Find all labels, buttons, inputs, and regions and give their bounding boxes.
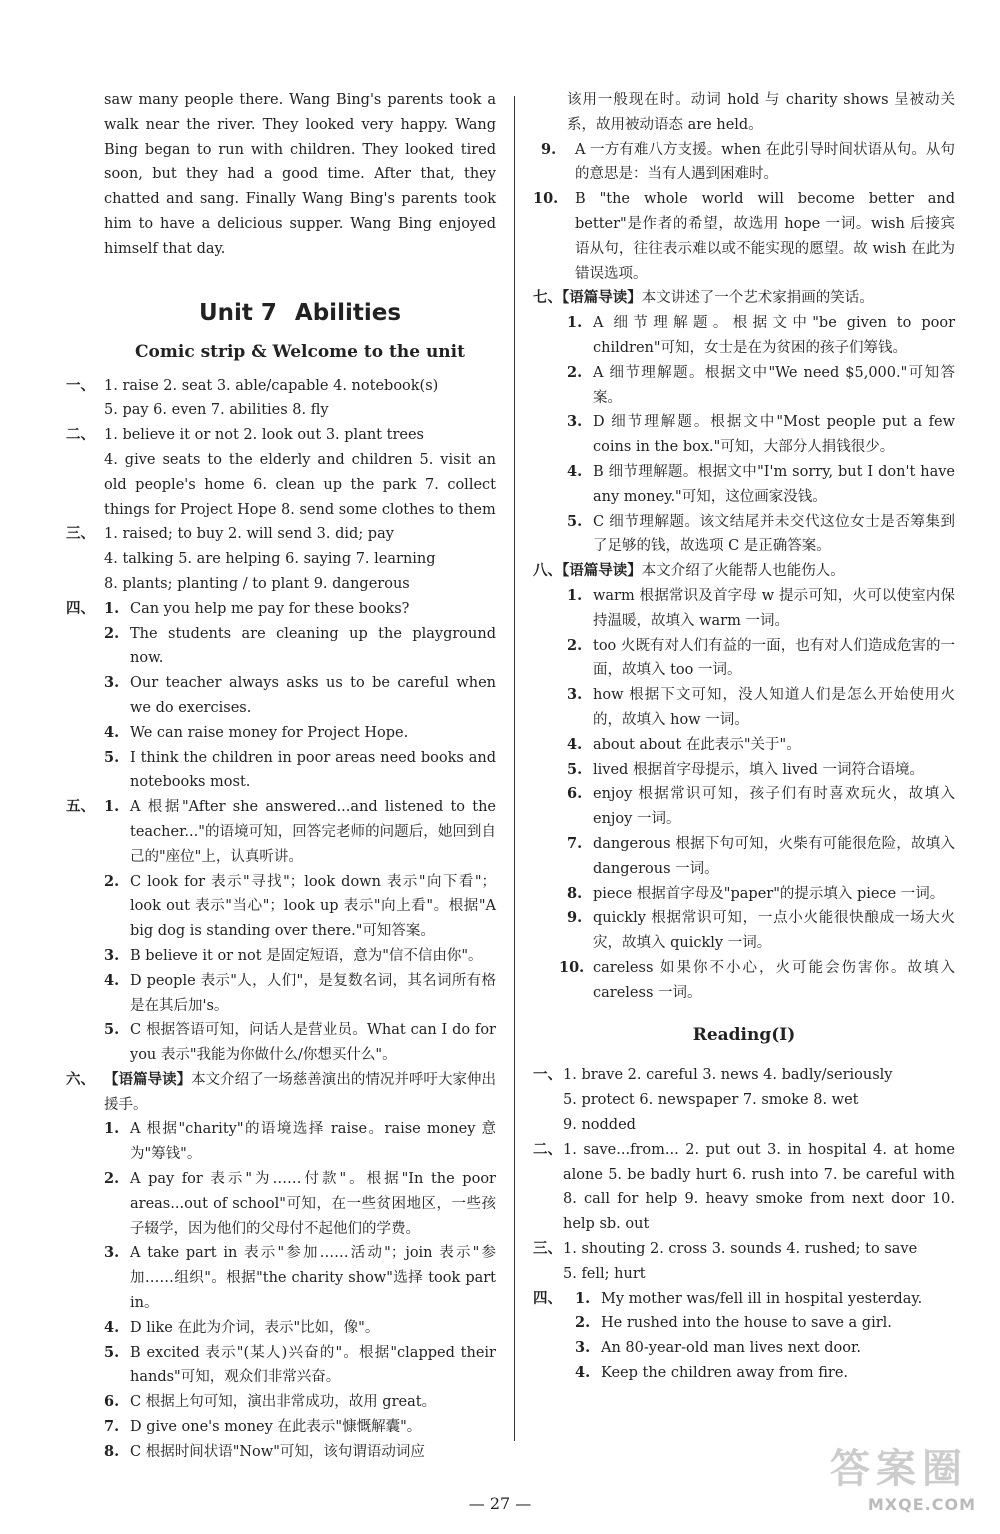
- answer-line: 9. nodded: [563, 1117, 636, 1134]
- answer-line: 1. shouting 2. cross 3. sounds 4. rushed; to save: [563, 1241, 918, 1258]
- section-5: [66, 795, 496, 1068]
- section-3: [66, 522, 496, 596]
- list-item: 4. D people 表示"人，人们"，是复数名词，其名词所有格是在其后加's。: [104, 969, 496, 1019]
- list-item: 4. B 细节理解题。根据文中"I'm sorry, but I don't have any money."可知，这位画家没钱。: [533, 460, 955, 510]
- reading-section-4: [533, 1287, 955, 1386]
- item-text: A 根据"charity"的语境选择 raise。raise money 意为"筹钱"。: [130, 1121, 496, 1163]
- item-text: D 细节理解题。根据文中"Most people put a few coins in the box."可知，大部分人捐钱很少。: [593, 414, 955, 456]
- section-4: [66, 597, 496, 795]
- item-text: A 一方有难八方支援。when 在此引导时间状语从句。从句的意思是：当有人遇到困难时。: [575, 141, 955, 183]
- watermark-url: MXQE.COM: [867, 1495, 976, 1514]
- item-text: B excited 表示"(某人)兴奋的"。根据"clapped their hands"可知，观众们非常兴奋。: [130, 1344, 496, 1386]
- item-text: D give one's money 在此表示"慷慨解囊"。: [130, 1419, 422, 1436]
- answer-line: 1. raised; to buy 2. will send 3. did; pay: [104, 526, 394, 543]
- reading-section-2: [533, 1138, 955, 1237]
- list-item: 3. Our teacher always asks us to be careful when we do exercises.: [104, 671, 496, 721]
- item-text: A pay for 表示"为……付款"。根据"In the poor areas...out of school"可知，在一些贫困地区，一些孩子辍学，因为他们的父母付不起他们的学费。: [130, 1171, 496, 1237]
- item-text: Keep the children away from fire.: [601, 1365, 849, 1382]
- item-text: piece 根据首字母及"paper"的提示填入 piece 一词。: [593, 885, 945, 902]
- list-item: 5. B excited 表示"(某人)兴奋的"。根据"clapped their hands"可知，观众们非常兴奋。: [104, 1341, 496, 1391]
- list-item: 9. quickly 根据常识可知，一点小火能很快酿成一场大火灾，故填入 quickly 一词。: [533, 906, 955, 956]
- item-text: D like 在此为介词，表示"比如，像"。: [130, 1319, 380, 1336]
- item-text: My mother was/fell ill in hospital yesterday.: [601, 1290, 923, 1307]
- item-text: A take part in 表示"参加……活动"；join 表示"参加……组织"。根据"the charity show"选择 took part in。: [130, 1245, 496, 1312]
- answer-line: 5. fell; hurt: [563, 1265, 646, 1282]
- answer-line: 1. save...from... 2. put out 3. in hospital 4. at home alone 5. be badly hurt 6. rush into 7. be careful with 8. call for help 9. heavy smoke from next door 10. help sb. out: [563, 1141, 955, 1233]
- list-item: 7. dangerous 根据下句可知，火柴有可能很危险，故填入 dangerous 一词。: [533, 832, 955, 882]
- list-item: 1. warm 根据常识及首字母 w 提示可知，火可以使室内保持温暖，故填入 warm 一词。: [533, 584, 955, 634]
- item-text: C 根据时间状语"Now"可知，该句谓语动词应: [130, 1443, 425, 1460]
- section-label: 四、: [533, 1289, 562, 1307]
- list-item: 4. We can raise money for Project Hope.: [104, 721, 496, 746]
- reading-guide-tag: 【语篇导读】: [562, 562, 642, 580]
- list-item: 2. He rushed into the house to save a girl.: [575, 1311, 955, 1336]
- item-text: C 细节理解题。该文结尾并未交代这位女士是否筹集到了足够的钱，故选项 C 是正确答案。: [593, 513, 955, 555]
- answer-line: 4. give seats to the elderly and children 5. visit an old people's home 6. clean up the park 7. collect things for Project Hope 8. send some clothes to them: [104, 451, 496, 518]
- item-text: A 细节理解题。根据文中"We need $5,000."可知答案。: [593, 364, 955, 406]
- answer-line: 1. brave 2. careful 3. news 4. badly/seriously: [563, 1067, 893, 1084]
- item-text: C look for 表示"寻找"；look down 表示"向下看"；look out 表示"当心"；look up 表示"向上看"。根据"A big dog is standing over there."可知答案。: [130, 873, 496, 940]
- list-item: 3. how 根据下文可知，没人知道人们是怎么开始使用火的，故填入 how 一词。: [533, 683, 955, 733]
- list-item: 3. An 80-year-old man lives next door.: [575, 1336, 955, 1361]
- list-item: 2. A 细节理解题。根据文中"We need $5,000."可知答案。: [533, 361, 955, 411]
- item-text: enjoy 根据常识可知，孩子们有时喜欢玩火，故填入 enjoy 一词。: [593, 786, 955, 828]
- list-item: 6. C 根据上句可知，演出非常成功，故用 great。: [104, 1390, 496, 1415]
- section-1: [66, 374, 496, 424]
- reading-section-1: [533, 1063, 955, 1137]
- item-text: An 80-year-old man lives next door.: [601, 1340, 861, 1357]
- list-item: 4. about about 在此表示"关于"。: [533, 733, 955, 758]
- section-subtitle: Comic strip & Welcome to the unit: [135, 341, 465, 362]
- reading-title: Reading(Ⅰ): [692, 1025, 796, 1046]
- list-item: 3. B believe it or not 是固定短语，意为"信不信由你"。: [104, 944, 496, 969]
- list-item: 1. My mother was/fell ill in hospital yesterday.: [575, 1287, 955, 1312]
- page-number: — 27 —: [468, 1494, 532, 1513]
- reading-section-3: [533, 1237, 955, 1287]
- unit-title: [104, 298, 496, 328]
- list-item: 1. A 细节理解题。根据文中"be given to poor children"可知，女士是在为贫困的孩子们筹钱。: [533, 311, 955, 361]
- reading-guide-tag: 【语篇导读】: [104, 1070, 192, 1088]
- item-text: lived 根据首字母提示，填入 lived 一词符合语境。: [593, 761, 924, 778]
- section-6: [66, 1068, 497, 1465]
- section-label: 七、: [533, 289, 562, 307]
- list-item: 1. A 根据"After she answered...and listened to the teacher..."的语境可知，回答完老师的问题后，她回到自己的"座位"上，认真听讲。: [104, 795, 496, 869]
- item-text: quickly 根据常识可知，一点小火能很快酿成一场大火灾，故填入 quickly 一词。: [593, 910, 955, 952]
- list-item: 8. piece 根据首字母及"paper"的提示填入 piece 一词。: [533, 882, 955, 907]
- item-text: about about 在此表示"关于"。: [593, 736, 801, 753]
- list-item: 8. C 根据时间状语"Now"可知，该句谓语动词应: [104, 1440, 496, 1465]
- answer-line: 4. talking 5. are helping 6. saying 7. learning: [104, 551, 436, 568]
- answer-line: 8. plants; planting / to plant 9. dangerous: [104, 575, 410, 592]
- section-label: 二、: [66, 426, 95, 444]
- list-item: 6. enjoy 根据常识可知，孩子们有时喜欢玩火，故填入 enjoy 一词。: [533, 782, 955, 832]
- list-item: 7. D give one's money 在此表示"慷慨解囊"。: [104, 1415, 496, 1440]
- section-label: 三、: [533, 1240, 562, 1258]
- intro-paragraph: saw many people there. Wang Bing's parents took a walk near the river. They looked very happy. Wang Bing began to run with children. They looked tired soon, but they had a good time. After that, they chatted and sang. Finally Wang Bing's parents took him to have a delicious supper. Wang Bing enjoyed himself that day.: [104, 92, 496, 257]
- watermark: [826, 1445, 976, 1514]
- list-item: 3. D 细节理解题。根据文中"Most people put a few coins in the box."可知，大部分人捐钱很少。: [533, 410, 955, 460]
- list-item: 10. B "the whole world will become better and better"是作者的希望，故选用 hope 一词。wish 后接宾语从句，往往表示难以或不能实现的愿望。故 wish 在此为错误选项。: [533, 187, 955, 286]
- list-item: 5. I think the children in poor areas need books and notebooks most.: [104, 746, 496, 796]
- list-item: 2. A pay for 表示"为……付款"。根据"In the poor areas...out of school"可知，在一些贫困地区，一些孩子辍学，因为他们的父母付不起他们的学费。: [104, 1167, 496, 1241]
- list-item: 10. careless 如果你不小心，火可能会伤害你。故填入 careless 一词。: [533, 956, 955, 1006]
- answer-line: 1. believe it or not 2. look out 3. plant trees: [104, 427, 424, 444]
- item-text: Our teacher always asks us to be careful when we do exercises.: [130, 675, 496, 716]
- unit-title-number: Unit 7: [198, 299, 277, 326]
- list-item: 5. C 根据答语可知，问话人是营业员。What can I do for you 表示"我能为你做什么/你想买什么"。: [104, 1018, 496, 1068]
- answer-line: 1. raise 2. seat 3. able/capable 4. notebook(s): [104, 377, 439, 394]
- list-item: 2. The students are cleaning up the playground now.: [104, 622, 496, 672]
- item-text: A 根据"After she answered...and listened to the teacher..."的语境可知，回答完老师的问题后，她回到自己的"座位"上，认真听讲。: [130, 799, 496, 865]
- section-7: [533, 286, 955, 559]
- item-text: warm 根据常识及首字母 w 提示可知，火可以使室内保持温暖，故填入 warm 一词。: [593, 587, 955, 629]
- item-text: B "the whole world will become better and better"是作者的希望，故选用 hope 一词。wish 后接宾语从句，往往表示难以或不能实现的愿望。故 wish 在此为错误选项。: [575, 191, 955, 282]
- item-text: Can you help me pay for these books?: [130, 600, 410, 617]
- item-text: I think the children in poor areas need books and notebooks most.: [130, 749, 496, 791]
- list-item: 5. lived 根据首字母提示，填入 lived 一词符合语境。: [533, 758, 955, 783]
- list-item: 2. too 火既有对人们有益的一面，也有对人们造成危害的一面，故填入 too 一词。: [533, 634, 955, 684]
- item-text: how 根据下文可知，没人知道人们是怎么开始使用火的，故填入 how 一词。: [593, 687, 955, 728]
- watermark-logo: 答案圈: [830, 1445, 968, 1492]
- section-2: [66, 423, 496, 522]
- answer-line: 5. protect 6. newspaper 7. smoke 8. wet: [563, 1092, 859, 1109]
- section-label: 八、: [533, 562, 562, 580]
- left-column: [66, 88, 497, 1465]
- reading-guide-text: 本文介绍了一场慈善演出的情况并呼吁大家伸出援手。: [104, 1071, 497, 1113]
- section-label: 二、: [533, 1140, 562, 1158]
- section-label: 一、: [533, 1066, 562, 1084]
- item-text: The students are cleaning up the playground now.: [130, 625, 496, 667]
- list-item: 1. Can you help me pay for these books?: [104, 597, 496, 622]
- right-column: [533, 88, 955, 1386]
- item-text: too 火既有对人们有益的一面，也有对人们造成危害的一面，故填入 too 一词。: [593, 637, 955, 679]
- item-text: We can raise money for Project Hope.: [130, 724, 409, 741]
- item-text: careless 如果你不小心，火可能会伤害你。故填入 careless 一词。: [593, 959, 955, 1001]
- section-label: 六、: [66, 1070, 95, 1088]
- continued-text: 该用一般现在时。动词 hold 与 charity shows 呈被动关系，故用被动语态 are held。: [567, 92, 955, 133]
- list-item: 4. Keep the children away from fire.: [575, 1361, 955, 1386]
- unit-title-name: Abilities: [294, 299, 402, 326]
- section-label: 三、: [66, 525, 95, 543]
- reading-guide-text: 本文介绍了火能帮人也能伤人。: [641, 563, 845, 580]
- item-text: B believe it or not 是固定短语，意为"信不信由你"。: [130, 947, 483, 964]
- section-8: [533, 559, 955, 1005]
- item-text: C 根据答语可知，问话人是营业员。What can I do for you 表示"我能为你做什么/你想买什么"。: [130, 1022, 496, 1064]
- reading-guide-text: 本文讲述了一个艺术家捐画的笑话。: [641, 290, 874, 307]
- item-text: A 细节理解题。根据文中"be given to poor children"可知，女士是在为贫困的孩子们筹钱。: [593, 315, 955, 356]
- reading-guide-tag: 【语篇导读】: [562, 289, 642, 307]
- list-item: 2. C look for 表示"寻找"；look down 表示"向下看"；look out 表示"当心"；look up 表示"向上看"。根据"A big dog is standing over there."可知答案。: [104, 870, 496, 944]
- item-text: C 根据上句可知，演出非常成功，故用 great。: [130, 1394, 437, 1411]
- item-text: dangerous 根据下句可知，火柴有可能很危险，故填入 dangerous 一词。: [593, 835, 955, 877]
- answer-line: 5. pay 6. even 7. abilities 8. fly: [104, 402, 329, 419]
- section-label: 四、: [66, 599, 95, 617]
- list-item: 1. A 根据"charity"的语境选择 raise。raise money 意为"筹钱"。: [104, 1117, 496, 1167]
- item-text: B 细节理解题。根据文中"I'm sorry, but I don't have any money."可知，这位画家没钱。: [593, 463, 955, 505]
- list-item: 5. C 细节理解题。该文结尾并未交代这位女士是否筹集到了足够的钱，故选项 C 是正确答案。: [533, 510, 955, 560]
- section-label: 一、: [66, 376, 95, 394]
- list-item: 4. D like 在此为介词，表示"比如，像"。: [104, 1316, 496, 1341]
- list-item: 3. A take part in 表示"参加……活动"；join 表示"参加……组织"。根据"the charity show"选择 took part in。: [104, 1241, 496, 1315]
- section-label: 五、: [66, 798, 95, 816]
- column-divider: [514, 96, 515, 1441]
- list-item: 9. A 一方有难八方支援。when 在此引导时间状语从句。从句的意思是：当有人遇到困难时。: [533, 138, 955, 188]
- item-text: D people 表示"人，人们"，是复数名词，其名词所有格是在其后加's。: [130, 972, 496, 1014]
- item-text: He rushed into the house to save a girl.: [601, 1315, 892, 1332]
